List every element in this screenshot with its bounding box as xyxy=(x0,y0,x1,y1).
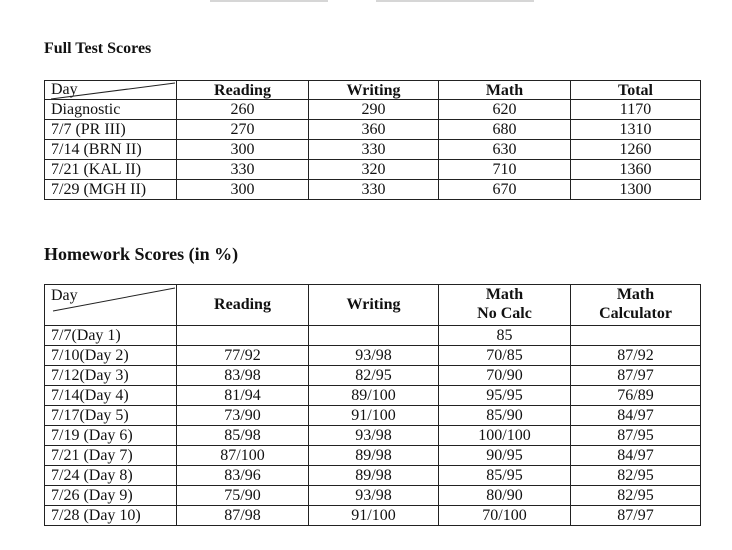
cell-reading: 87/100 xyxy=(177,446,309,466)
homework-scores-table xyxy=(44,284,701,526)
row-day-cell: 7/21 (Day 7) xyxy=(45,446,177,466)
cell-writing: 82/95 xyxy=(309,366,439,386)
cell-reading xyxy=(177,326,309,346)
table-row xyxy=(45,140,701,160)
table-row xyxy=(45,466,701,486)
cell-writing xyxy=(309,326,439,346)
cell-reading: 75/90 xyxy=(177,486,309,506)
cell-total: 1310 xyxy=(571,120,701,140)
table-row xyxy=(45,506,701,526)
header-reading: Reading xyxy=(177,81,309,100)
row-day-cell: 7/14 (BRN II) xyxy=(45,140,177,160)
cell-reading: 83/98 xyxy=(177,366,309,386)
diagonal-divider-line xyxy=(45,285,177,326)
row-day-cell: 7/29 (MGH II) xyxy=(45,180,177,200)
cell-writing: 360 xyxy=(309,120,439,140)
cell-math: 680 xyxy=(439,120,571,140)
cell-reading: 83/96 xyxy=(177,466,309,486)
cell-writing: 89/98 xyxy=(309,446,439,466)
cell-total: 1260 xyxy=(571,140,701,160)
cropped-text-fragment-right xyxy=(376,0,534,2)
cell-reading: 77/92 xyxy=(177,346,309,366)
cell-math-calculator: 82/95 xyxy=(571,486,701,506)
cell-total: 1360 xyxy=(571,160,701,180)
row-day-cell: 7/19 (Day 6) xyxy=(45,426,177,446)
cell-writing: 330 xyxy=(309,180,439,200)
cell-writing: 89/98 xyxy=(309,466,439,486)
table-header-row xyxy=(45,285,701,326)
cell-math-calculator: 87/95 xyxy=(571,426,701,446)
table-row xyxy=(45,406,701,426)
cell-writing: 320 xyxy=(309,160,439,180)
cell-math: 620 xyxy=(439,100,571,120)
cell-reading: 81/94 xyxy=(177,386,309,406)
cell-writing: 91/100 xyxy=(309,406,439,426)
cell-math: 710 xyxy=(439,160,571,180)
cell-math-no-calc: 70/90 xyxy=(439,366,571,386)
header-day-label: Day xyxy=(51,287,78,304)
table-row xyxy=(45,446,701,466)
cell-reading: 300 xyxy=(177,180,309,200)
header-day-cell xyxy=(45,285,177,326)
cell-writing: 330 xyxy=(309,140,439,160)
table-row xyxy=(45,486,701,506)
header-day-cell xyxy=(45,81,177,100)
table-row xyxy=(45,100,701,120)
cell-total: 1300 xyxy=(571,180,701,200)
cell-writing: 91/100 xyxy=(309,506,439,526)
cell-math-calculator: 76/89 xyxy=(571,386,701,406)
cell-reading: 270 xyxy=(177,120,309,140)
cell-reading: 73/90 xyxy=(177,406,309,426)
row-day-cell: 7/17(Day 5) xyxy=(45,406,177,426)
cell-reading: 330 xyxy=(177,160,309,180)
cell-math-no-calc: 85 xyxy=(439,326,571,346)
cell-math-no-calc: 85/90 xyxy=(439,406,571,426)
diagonal-divider-line xyxy=(45,81,177,100)
cell-math-calculator: 84/97 xyxy=(571,406,701,426)
cell-reading: 85/98 xyxy=(177,426,309,446)
table-row xyxy=(45,366,701,386)
header-writing: Writing xyxy=(309,285,439,326)
cell-math-no-calc: 80/90 xyxy=(439,486,571,506)
cell-reading: 300 xyxy=(177,140,309,160)
header-math-calculator: Math Calculator xyxy=(571,285,701,326)
header-math-no-calc: Math No Calc xyxy=(439,285,571,326)
row-day-cell: 7/7(Day 1) xyxy=(45,326,177,346)
cell-writing: 93/98 xyxy=(309,426,439,446)
cell-math-no-calc: 90/95 xyxy=(439,446,571,466)
cell-math-no-calc: 100/100 xyxy=(439,426,571,446)
cell-writing: 93/98 xyxy=(309,486,439,506)
cell-math-calculator: 84/97 xyxy=(571,446,701,466)
cropped-text-fragment-left xyxy=(210,0,328,2)
table-row xyxy=(45,386,701,406)
cell-math-no-calc: 70/85 xyxy=(439,346,571,366)
cell-math-no-calc: 95/95 xyxy=(439,386,571,406)
cell-math: 630 xyxy=(439,140,571,160)
cell-math-no-calc: 85/95 xyxy=(439,466,571,486)
row-day-cell: 7/12(Day 3) xyxy=(45,366,177,386)
cell-math-calculator: 87/97 xyxy=(571,506,701,526)
cell-math-calculator: 87/92 xyxy=(571,346,701,366)
cell-writing: 290 xyxy=(309,100,439,120)
row-day-cell: 7/24 (Day 8) xyxy=(45,466,177,486)
cell-math-calculator xyxy=(571,326,701,346)
cell-total: 1170 xyxy=(571,100,701,120)
cell-math-calculator: 87/97 xyxy=(571,366,701,386)
cell-math: 670 xyxy=(439,180,571,200)
header-math: Math xyxy=(439,81,571,100)
header-writing: Writing xyxy=(309,81,439,100)
cell-writing: 89/100 xyxy=(309,386,439,406)
row-day-cell: 7/26 (Day 9) xyxy=(45,486,177,506)
header-reading: Reading xyxy=(177,285,309,326)
row-day-cell: 7/10(Day 2) xyxy=(45,346,177,366)
table-row xyxy=(45,426,701,446)
full-test-scores-title: Full Test Scores xyxy=(44,40,152,57)
table-row xyxy=(45,180,701,200)
table-header-row xyxy=(45,81,701,100)
cell-reading: 260 xyxy=(177,100,309,120)
full-test-scores-table xyxy=(44,80,701,200)
cell-reading: 87/98 xyxy=(177,506,309,526)
header-total: Total xyxy=(571,81,701,100)
table-row xyxy=(45,160,701,180)
row-day-cell: 7/7 (PR III) xyxy=(45,120,177,140)
row-day-cell: 7/28 (Day 10) xyxy=(45,506,177,526)
table-row xyxy=(45,346,701,366)
row-day-cell: 7/14(Day 4) xyxy=(45,386,177,406)
row-day-cell: Diagnostic xyxy=(45,100,177,120)
cell-writing: 93/98 xyxy=(309,346,439,366)
cell-math-no-calc: 70/100 xyxy=(439,506,571,526)
header-day-label: Day xyxy=(51,81,78,98)
homework-scores-title: Homework Scores (in %) xyxy=(44,244,239,264)
table-row xyxy=(45,326,701,346)
row-day-cell: 7/21 (KAL II) xyxy=(45,160,177,180)
cell-math-calculator: 82/95 xyxy=(571,466,701,486)
table-row xyxy=(45,120,701,140)
